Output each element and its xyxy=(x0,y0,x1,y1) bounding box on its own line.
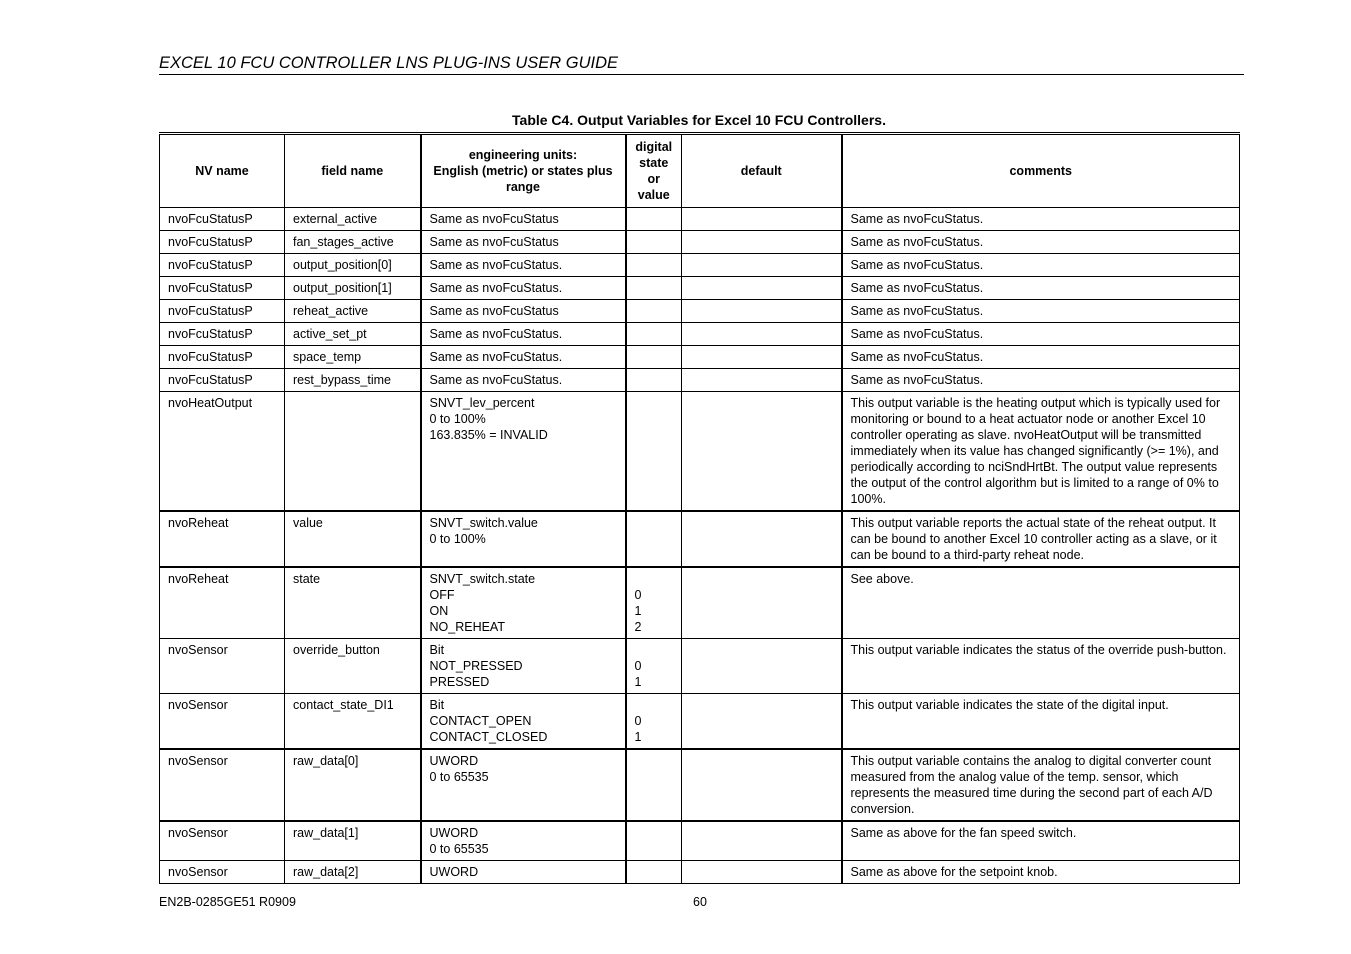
table-row xyxy=(160,639,1240,694)
cell-default xyxy=(682,861,842,884)
cell-engineering-units: Same as nvoFcuStatus. xyxy=(421,254,626,277)
column-header-digital-state: digital state or value xyxy=(626,134,682,208)
cell-field-name: output_position[0] xyxy=(285,254,421,277)
output-variables-table xyxy=(159,132,1240,884)
cell-digital-state xyxy=(626,254,682,277)
table-row xyxy=(160,749,1240,821)
cell-engineering-units: Same as nvoFcuStatus. xyxy=(421,277,626,300)
cell-comments: Same as nvoFcuStatus. xyxy=(842,346,1240,369)
cell-digital-state xyxy=(626,323,682,346)
cell-default xyxy=(682,346,842,369)
cell-digital-state xyxy=(626,369,682,392)
table-row xyxy=(160,254,1240,277)
cell-field-name: contact_state_DI1 xyxy=(285,694,421,750)
cell-digital-state xyxy=(626,821,682,861)
column-header-field-name: field name xyxy=(285,134,421,208)
cell-comments: Same as nvoFcuStatus. xyxy=(842,300,1240,323)
cell-default xyxy=(682,749,842,821)
cell-field-name xyxy=(285,392,421,512)
cell-nv-name: nvoReheat xyxy=(160,511,285,567)
cell-nv-name: nvoSensor xyxy=(160,861,285,884)
cell-engineering-units: Same as nvoFcuStatus xyxy=(421,208,626,231)
cell-field-name: space_temp xyxy=(285,346,421,369)
table-row xyxy=(160,208,1240,231)
table-header-row xyxy=(160,134,1240,208)
cell-default xyxy=(682,821,842,861)
cell-nv-name: nvoFcuStatusP xyxy=(160,208,285,231)
table-row xyxy=(160,694,1240,750)
table-caption: Table C4. Output Variables for Excel 10 FCU Controllers. xyxy=(512,112,886,128)
cell-engineering-units: SNVT_switch.state OFF ON NO_REHEAT xyxy=(421,567,626,639)
cell-engineering-units: Bit CONTACT_OPEN CONTACT_CLOSED xyxy=(421,694,626,750)
column-header-nv-name: NV name xyxy=(160,134,285,208)
cell-engineering-units: Same as nvoFcuStatus xyxy=(421,300,626,323)
cell-comments: Same as nvoFcuStatus. xyxy=(842,208,1240,231)
cell-field-name: rest_bypass_time xyxy=(285,369,421,392)
cell-comments: See above. xyxy=(842,567,1240,639)
table-row xyxy=(160,511,1240,567)
cell-digital-state xyxy=(626,346,682,369)
document-header-title: EXCEL 10 FCU CONTROLLER LNS PLUG-INS USER GUIDE xyxy=(159,53,1244,75)
cell-default xyxy=(682,511,842,567)
cell-comments: This output variable indicates the status of the override push-button. xyxy=(842,639,1240,694)
cell-engineering-units: UWORD 0 to 65535 xyxy=(421,749,626,821)
cell-digital-state: 0 1 xyxy=(626,639,682,694)
cell-comments: Same as above for the fan speed switch. xyxy=(842,821,1240,861)
cell-engineering-units: SNVT_lev_percent 0 to 100% 163.835% = INVALID xyxy=(421,392,626,512)
table-row xyxy=(160,231,1240,254)
table-row xyxy=(160,323,1240,346)
cell-engineering-units: Bit NOT_PRESSED PRESSED xyxy=(421,639,626,694)
cell-digital-state xyxy=(626,300,682,323)
cell-comments: Same as nvoFcuStatus. xyxy=(842,323,1240,346)
cell-nv-name: nvoFcuStatusP xyxy=(160,346,285,369)
cell-digital-state: 0 1 xyxy=(626,694,682,750)
cell-engineering-units: UWORD 0 to 65535 xyxy=(421,821,626,861)
cell-engineering-units: Same as nvoFcuStatus xyxy=(421,231,626,254)
table-row xyxy=(160,861,1240,884)
cell-field-name: override_button xyxy=(285,639,421,694)
cell-default xyxy=(682,392,842,512)
cell-digital-state xyxy=(626,392,682,512)
footer-page-number: 60 xyxy=(693,895,707,909)
cell-digital-state xyxy=(626,749,682,821)
cell-digital-state xyxy=(626,208,682,231)
cell-digital-state xyxy=(626,277,682,300)
cell-nv-name: nvoSensor xyxy=(160,749,285,821)
cell-nv-name: nvoReheat xyxy=(160,567,285,639)
cell-comments: This output variable indicates the state of the digital input. xyxy=(842,694,1240,750)
cell-comments: Same as nvoFcuStatus. xyxy=(842,369,1240,392)
cell-field-name: raw_data[0] xyxy=(285,749,421,821)
cell-default xyxy=(682,231,842,254)
cell-digital-state xyxy=(626,861,682,884)
cell-comments: This output variable contains the analog to digital converter count measured from the analog value of the temp. sensor, which represents the measured time during the second part of each A/D conversion. xyxy=(842,749,1240,821)
cell-comments: Same as nvoFcuStatus. xyxy=(842,254,1240,277)
cell-default xyxy=(682,254,842,277)
cell-field-name: fan_stages_active xyxy=(285,231,421,254)
table-row xyxy=(160,392,1240,512)
cell-engineering-units: UWORD xyxy=(421,861,626,884)
cell-default xyxy=(682,567,842,639)
cell-nv-name: nvoFcuStatusP xyxy=(160,231,285,254)
cell-field-name: raw_data[1] xyxy=(285,821,421,861)
cell-default xyxy=(682,639,842,694)
cell-field-name: external_active xyxy=(285,208,421,231)
cell-comments: This output variable reports the actual state of the reheat output. It can be bound to another Excel 10 controller acting as a slave, or it can be bound to a third-party reheat node. xyxy=(842,511,1240,567)
cell-nv-name: nvoSensor xyxy=(160,694,285,750)
cell-nv-name: nvoHeatOutput xyxy=(160,392,285,512)
cell-nv-name: nvoSensor xyxy=(160,821,285,861)
table-row xyxy=(160,369,1240,392)
cell-digital-state xyxy=(626,511,682,567)
column-header-default: default xyxy=(682,134,842,208)
column-header-engineering-units: engineering units: English (metric) or states plus range xyxy=(421,134,626,208)
cell-comments: Same as above for the setpoint knob. xyxy=(842,861,1240,884)
cell-nv-name: nvoSensor xyxy=(160,639,285,694)
cell-default xyxy=(682,323,842,346)
table-row xyxy=(160,346,1240,369)
cell-field-name: state xyxy=(285,567,421,639)
cell-engineering-units: Same as nvoFcuStatus. xyxy=(421,346,626,369)
cell-default xyxy=(682,208,842,231)
cell-digital-state xyxy=(626,231,682,254)
cell-nv-name: nvoFcuStatusP xyxy=(160,254,285,277)
cell-engineering-units: Same as nvoFcuStatus. xyxy=(421,369,626,392)
cell-engineering-units: Same as nvoFcuStatus. xyxy=(421,323,626,346)
cell-field-name: value xyxy=(285,511,421,567)
cell-comments: This output variable is the heating output which is typically used for monitoring or bound to a heat actuator node or another Excel 10 controller operating as slave. nvoHeatOutput will be transmitted immediately when its value has changed significantly (>= 1%), and periodically according to nciSndHrtBt. The output value represents the output of the control algorithm but is limited to a range of 0% to 100%. xyxy=(842,392,1240,512)
cell-field-name: reheat_active xyxy=(285,300,421,323)
table-row xyxy=(160,567,1240,639)
footer-document-id: EN2B-0285GE51 R0909 xyxy=(159,895,296,909)
cell-comments: Same as nvoFcuStatus. xyxy=(842,277,1240,300)
table-row xyxy=(160,277,1240,300)
column-header-comments: comments xyxy=(842,134,1240,208)
cell-nv-name: nvoFcuStatusP xyxy=(160,300,285,323)
cell-default xyxy=(682,277,842,300)
cell-default xyxy=(682,300,842,323)
cell-field-name: raw_data[2] xyxy=(285,861,421,884)
table-row xyxy=(160,821,1240,861)
cell-nv-name: nvoFcuStatusP xyxy=(160,323,285,346)
cell-comments: Same as nvoFcuStatus. xyxy=(842,231,1240,254)
cell-engineering-units: SNVT_switch.value 0 to 100% xyxy=(421,511,626,567)
cell-nv-name: nvoFcuStatusP xyxy=(160,369,285,392)
cell-field-name: active_set_pt xyxy=(285,323,421,346)
cell-field-name: output_position[1] xyxy=(285,277,421,300)
cell-default xyxy=(682,694,842,750)
table-row xyxy=(160,300,1240,323)
cell-nv-name: nvoFcuStatusP xyxy=(160,277,285,300)
cell-digital-state: 0 1 2 xyxy=(626,567,682,639)
cell-default xyxy=(682,369,842,392)
table-body xyxy=(160,208,1240,884)
